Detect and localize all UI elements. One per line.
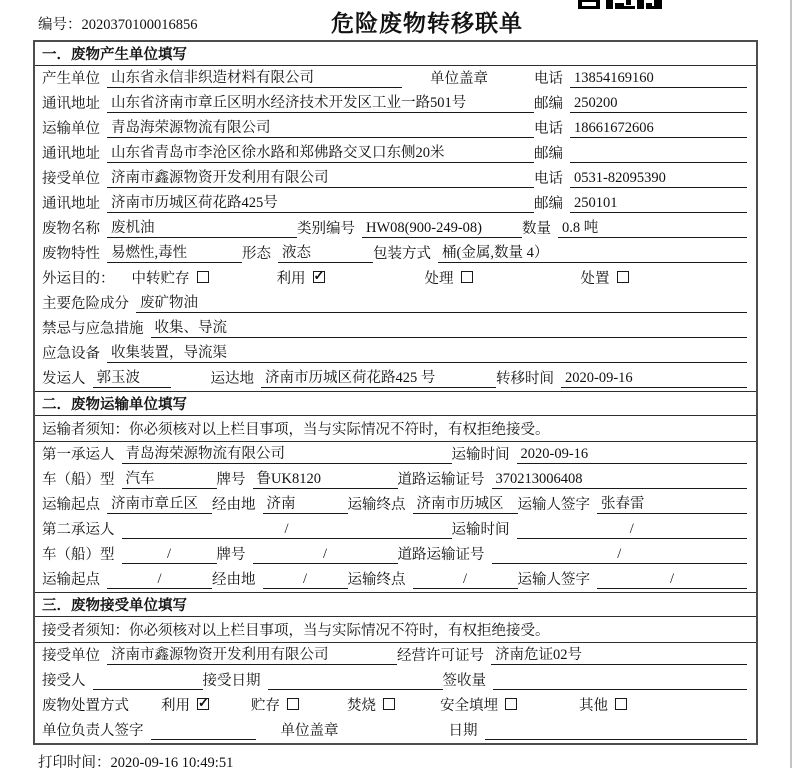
field-label: 邮编 [534, 96, 563, 112]
checkbox-checked-icon [197, 698, 209, 710]
field-label: 运输起点 [42, 572, 100, 588]
field-label: 日期 [448, 723, 478, 739]
checkbox-group [132, 267, 209, 288]
checkbox-group [161, 694, 209, 715]
field-value: 山东省永信非织造材料有限公司 [107, 66, 402, 88]
field-value: 桶(金属,数量 4） [438, 241, 747, 263]
field-label: 经由地 [212, 572, 256, 588]
field-label: 通讯地址 [42, 196, 100, 212]
form-row [35, 467, 756, 492]
row-right-group [534, 142, 747, 163]
field-value [93, 689, 203, 690]
field-value: 青岛海荣源物流有限公司 [107, 116, 534, 138]
field-label: 外运目的： [42, 271, 115, 287]
field-value: 收集装置，导流渠 [107, 341, 747, 363]
section-note: 接受者须知：你必须核对以上栏目事项，当与实际情况不符时，有权拒绝接受。 [35, 617, 756, 643]
checkbox-icon [617, 271, 629, 283]
field-label: 接受单位 [42, 171, 100, 187]
checkbox-label: 处置 [580, 271, 610, 287]
field-label: 禁忌与应急措施 [42, 321, 144, 337]
field-value: 济南市鑫源物资开发利用有限公司 [107, 643, 397, 665]
field-label: 运输单位 [42, 121, 100, 137]
field-label: 应急设备 [42, 346, 100, 362]
field-value: 济南危证02号 [491, 643, 747, 665]
field-value [268, 689, 443, 690]
field-value: 济南 [263, 492, 348, 514]
form-row [35, 442, 756, 467]
print-time-label: 打印时间： [38, 755, 111, 768]
checkbox-icon [615, 698, 627, 710]
form-table [33, 40, 758, 745]
field-label: 通讯地址 [42, 96, 100, 112]
field-value: 济南市历城区 [413, 492, 518, 514]
field-value: 废矿物油 [136, 291, 747, 313]
field-value: / [263, 571, 348, 589]
field-value: 济南市历城区荷花路425号 [107, 191, 534, 213]
form-row [35, 91, 756, 116]
checkbox-group [581, 267, 629, 288]
section-header: 一．废物产生单位填写 [35, 42, 756, 66]
form-row [35, 316, 756, 341]
field-label: 运输终点 [347, 497, 406, 513]
row-right-group [534, 92, 747, 113]
section-receiver-unit [35, 592, 756, 743]
form-row [35, 366, 756, 391]
checkbox-label: 利用 [161, 698, 190, 714]
field-label: 运输终点 [347, 572, 406, 588]
field-label: 电话 [534, 71, 563, 87]
form-row [35, 116, 756, 141]
field-value: / [253, 546, 398, 564]
section-header: 二．废物运输单位填写 [35, 392, 756, 416]
field-label: 接受人 [42, 673, 86, 689]
field-label: 废物特性 [42, 246, 100, 262]
row-right-group [534, 167, 747, 188]
field-label: 经营许可证号 [397, 648, 484, 664]
static-text: 单位盖章 [280, 723, 339, 739]
field-value: 济南市鑫源物资开发利用有限公司 [107, 166, 534, 188]
field-label: 数量 [522, 221, 551, 237]
checkbox-label: 安全填埋 [440, 698, 498, 714]
checkbox-icon [383, 698, 395, 710]
field-value: 济南市章丘区 [107, 492, 212, 514]
form-row [35, 492, 756, 517]
field-value: 济南市历城区荷花路425 号 [261, 366, 496, 388]
field-value: 250101 [570, 195, 747, 213]
field-label: 第一承运人 [42, 447, 115, 463]
field-value: / [107, 571, 212, 589]
row-right-group [534, 67, 747, 88]
field-label: 邮编 [534, 146, 563, 162]
field-value: 鲁UK8120 [253, 467, 398, 489]
row-right-group [534, 192, 747, 213]
form-row [35, 693, 756, 718]
field-value: 液态 [278, 241, 373, 263]
field-value: 汽车 [122, 467, 217, 489]
form-row [35, 567, 756, 592]
form-row [35, 141, 756, 166]
checkbox-group [440, 694, 517, 715]
field-value [151, 739, 256, 740]
field-value: HW08(900-249-08) [362, 220, 522, 238]
field-label: 包装方式 [373, 246, 431, 262]
checkbox-group [251, 694, 299, 715]
field-value: 山东省青岛市李沧区徐水路和郑佛路交叉口东侧20米 [107, 141, 534, 163]
section-header: 三．废物接受单位填写 [35, 593, 756, 617]
checkbox-icon [505, 698, 517, 710]
checkbox-group [425, 267, 473, 288]
field-label: 签收量 [442, 673, 486, 689]
field-label: 运输时间 [451, 447, 510, 463]
field-value: / [492, 546, 748, 564]
checkbox-label: 其他 [579, 698, 608, 714]
field-value: 张春雷 [597, 492, 747, 514]
field-label: 运输时间 [451, 522, 510, 538]
field-label: 运输人签字 [517, 497, 590, 513]
field-label: 道路运输证号 [397, 472, 485, 488]
field-label: 第二承运人 [42, 522, 115, 538]
field-label: 电话 [534, 121, 563, 137]
field-value: 废机油 [107, 216, 297, 238]
page-edge-line [790, 0, 792, 768]
field-label: 牌号 [216, 472, 246, 488]
field-label: 接受日期 [202, 673, 261, 689]
field-label: 经由地 [212, 497, 256, 513]
field-value: / [122, 521, 452, 539]
serial-value: 2020370100016856 [81, 17, 198, 33]
form-row [35, 166, 756, 191]
static-text: 单位盖章 [430, 71, 488, 87]
field-label: 邮编 [534, 196, 563, 212]
field-value: / [413, 571, 518, 589]
field-label: 类别编号 [297, 221, 355, 237]
field-label: 道路运输证号 [397, 547, 485, 563]
field-label: 车（船）型 [42, 547, 115, 563]
checkbox-label: 利用 [276, 271, 306, 287]
field-label: 主要危险成分 [42, 296, 129, 312]
field-value [485, 739, 748, 740]
field-label: 通讯地址 [42, 146, 100, 162]
field-label: 转移时间 [496, 371, 554, 387]
serial-label: 编号： [38, 17, 82, 33]
field-label: 废物处置方式 [42, 698, 129, 714]
checkbox-label: 焚烧 [347, 698, 376, 714]
field-label: 电话 [534, 171, 563, 187]
form-row [35, 191, 756, 216]
checkbox-icon [197, 271, 209, 283]
field-value [493, 689, 747, 690]
field-value: 0531-82095390 [570, 170, 747, 188]
section-note: 运输者须知：你必须核对以上栏目事项，当与实际情况不符时，有权拒绝接受。 [35, 416, 756, 442]
checkbox-label: 中转贮存 [131, 271, 190, 287]
field-value: 山东省济南市章丘区明水经济技术开发区工业一路501号 [107, 91, 534, 113]
field-label: 运输起点 [42, 497, 100, 513]
section-producer-unit [35, 42, 756, 391]
field-value: 0.8 吨 [558, 216, 747, 238]
field-label: 运输人签字 [517, 572, 590, 588]
section-transport-unit [35, 391, 756, 592]
field-label: 形态 [242, 246, 271, 262]
qr-code-fragment [578, 0, 662, 9]
field-value: 收集、导流 [151, 316, 748, 338]
form-row [35, 643, 756, 668]
field-value: 370213006408 [492, 471, 748, 489]
checkbox-group [277, 267, 325, 288]
field-label: 接受单位 [42, 648, 100, 664]
form-row [35, 291, 756, 316]
field-label: 牌号 [216, 547, 246, 563]
form-row [35, 216, 756, 241]
field-label: 运达地 [210, 371, 254, 387]
print-time-value: 2020-09-16 10:49:51 [110, 755, 234, 768]
checkbox-group [579, 694, 627, 715]
checkbox-icon [287, 698, 299, 710]
field-value: / [517, 521, 748, 539]
form-row [35, 718, 756, 743]
field-value [570, 162, 747, 163]
field-label: 产生单位 [42, 71, 100, 87]
form-row [35, 66, 756, 91]
field-label: 发运人 [42, 371, 86, 387]
serial-number [38, 13, 198, 34]
field-value: 250200 [570, 95, 747, 113]
field-value: / [597, 571, 747, 589]
page-title: 危险废物转移联单 [331, 10, 523, 36]
form-row [35, 241, 756, 266]
form-row [35, 517, 756, 542]
field-value: / [122, 546, 217, 564]
form-row [35, 266, 756, 291]
checkbox-checked-icon [313, 271, 325, 283]
field-label: 单位负责人签字 [42, 723, 144, 739]
field-value: 青岛海荣源物流有限公司 [122, 442, 452, 464]
field-label: 车（船）型 [42, 472, 115, 488]
field-value: 13854169160 [570, 70, 747, 88]
checkbox-group [347, 694, 395, 715]
checkbox-label: 处理 [424, 271, 454, 287]
field-value: 2020-09-16 [517, 446, 748, 464]
checkbox-icon [461, 271, 473, 283]
form-row [35, 668, 756, 693]
field-value: 郭玉波 [93, 366, 171, 388]
checkbox-label: 贮存 [251, 698, 280, 714]
field-label: 废物名称 [42, 221, 100, 237]
print-time [38, 751, 233, 768]
field-value: 2020-09-16 [561, 370, 747, 388]
form-row [35, 341, 756, 366]
row-right-group [534, 117, 747, 138]
field-value: 18661672606 [570, 120, 747, 138]
field-value: 易燃性,毒性 [107, 241, 242, 263]
form-row [35, 542, 756, 567]
